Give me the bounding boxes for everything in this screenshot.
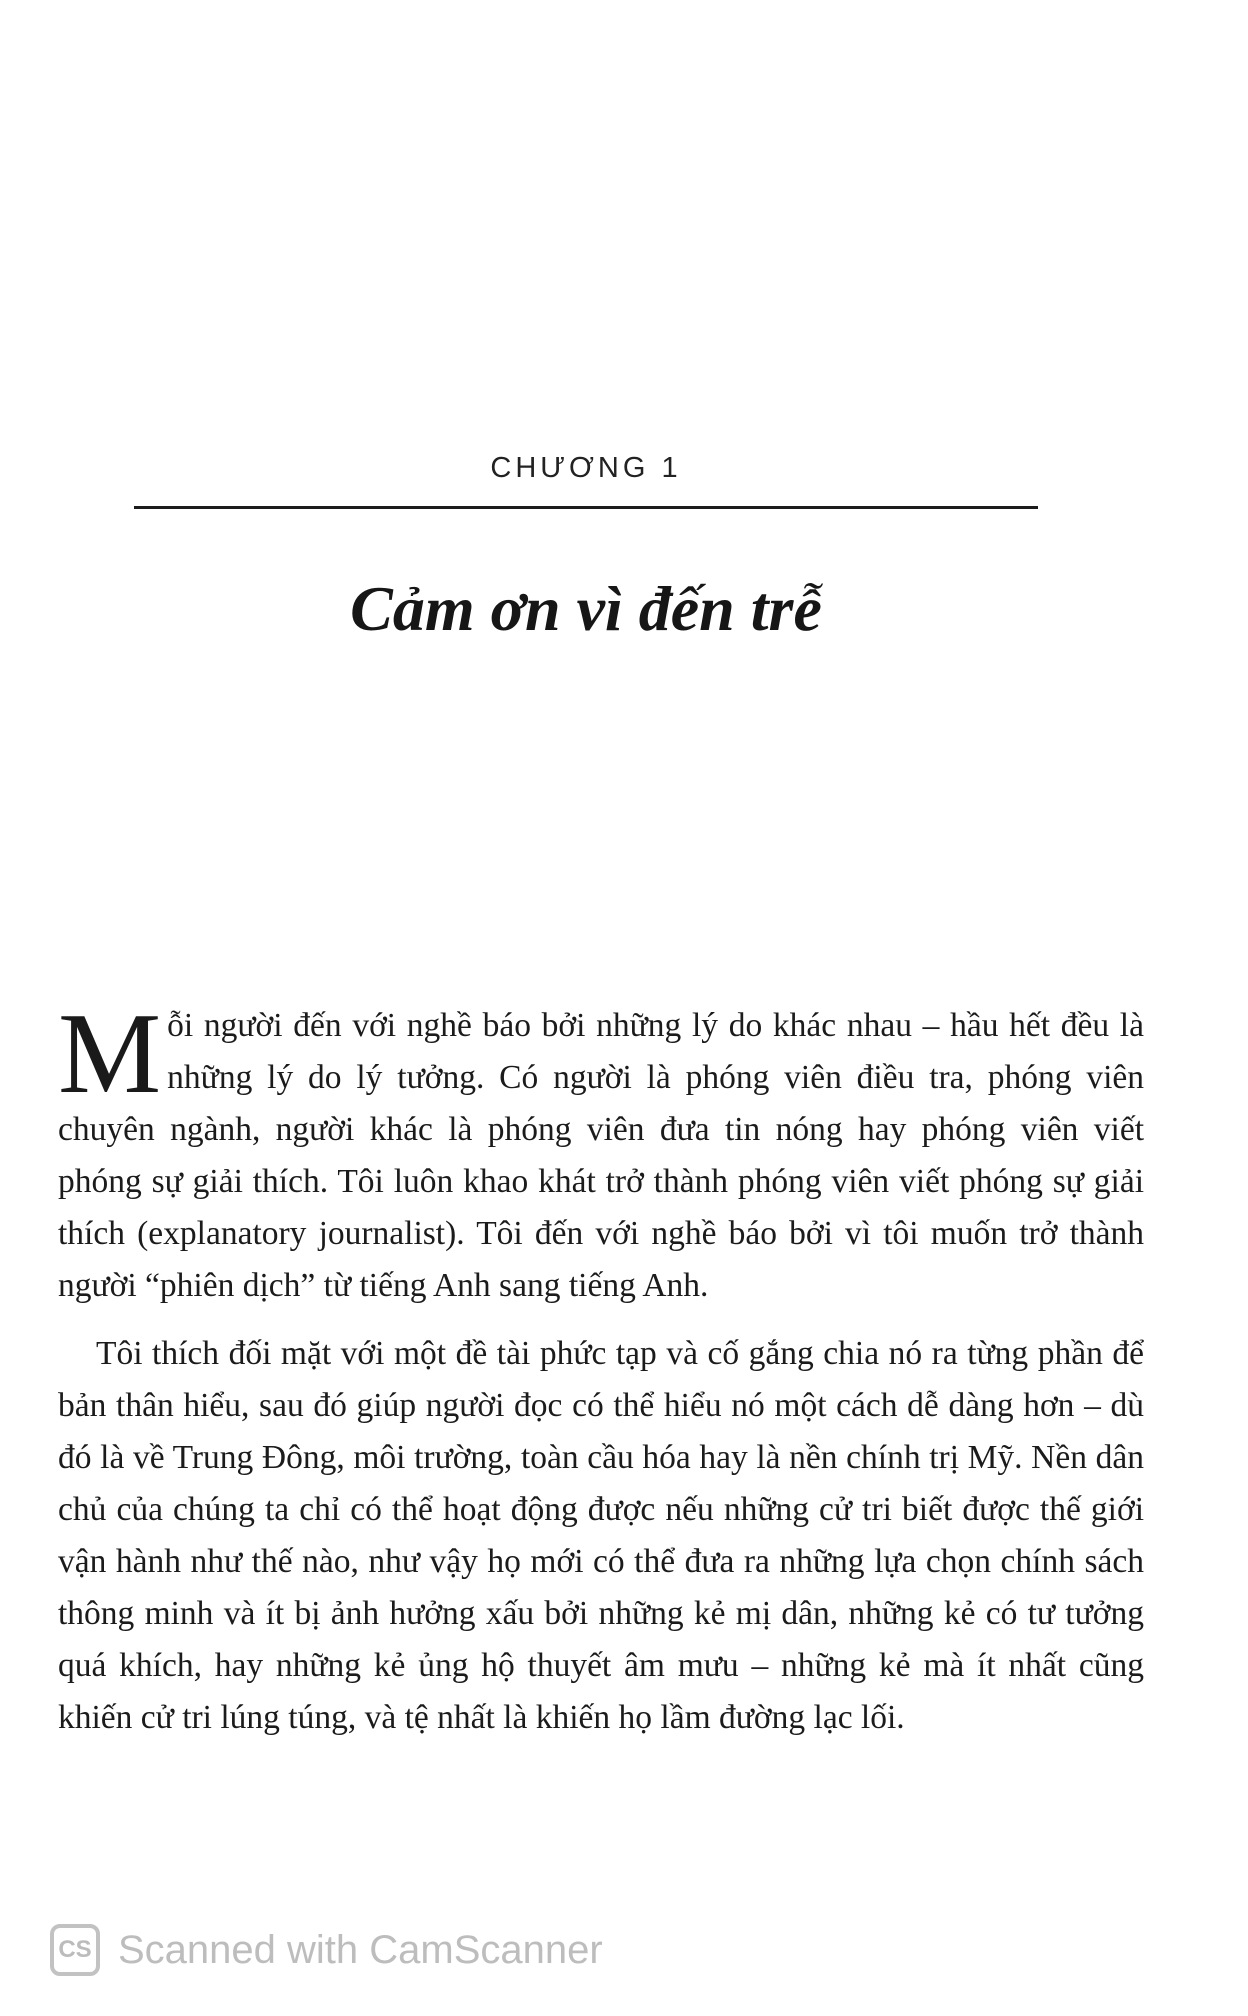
body-text bbox=[58, 990, 1144, 1744]
paragraph-2: Tôi thích đối mặt với một đề tài phức tạp và cố gắng chia nó ra từng phần để bản thân hiểu, sau đó giúp người đọc có thể hiểu nó một cách dễ dàng hơn – dù đó là về Trung Đông, môi trường, toàn cầu hóa hay là nền chính trị Mỹ. Nền dân chủ của chúng ta chỉ có thể hoạt động được nếu những cử tri biết được thế giới vận hành như thế nào, như vậy họ mới có thể đưa ra những lựa chọn chính sách thông minh và ít bị ảnh hưởng xấu bởi những kẻ mị dân, những kẻ có tư tưởng quá khích, hay những kẻ ủng hộ thuyết âm mưu – những kẻ mà ít nhất cũng khiến cử tri lúng túng, và tệ nhất là khiến họ lầm đường lạc lối. bbox=[58, 1335, 1144, 1736]
camscanner-logo-icon: CS bbox=[50, 1924, 100, 1976]
chapter-title: Cảm ơn vì đến trễ bbox=[350, 573, 822, 644]
chapter-label: CHƯƠNG 1 bbox=[490, 452, 682, 484]
chapter-divider bbox=[134, 506, 1038, 509]
watermark-text: Scanned with CamScanner bbox=[118, 1927, 603, 1972]
camscanner-watermark bbox=[50, 1924, 603, 1976]
paragraph-1: Mỗi người đến với nghề báo bởi những lý do khác nhau – hầu hết đều là những lý do lý tưởng. Có người là phóng viên điều tra, phóng viên chuyên ngành, người khác là phóng viên đưa tin nóng hay phóng viên viết phóng sự giải thích. Tôi luôn khao khát trở thành phóng viên viết phóng sự giải thích (explanatory journalist). Tôi đến với nghề báo bởi vì tôi muốn trở thành người “phiên dịch” từ tiếng Anh sang tiếng Anh. bbox=[58, 990, 1144, 1304]
